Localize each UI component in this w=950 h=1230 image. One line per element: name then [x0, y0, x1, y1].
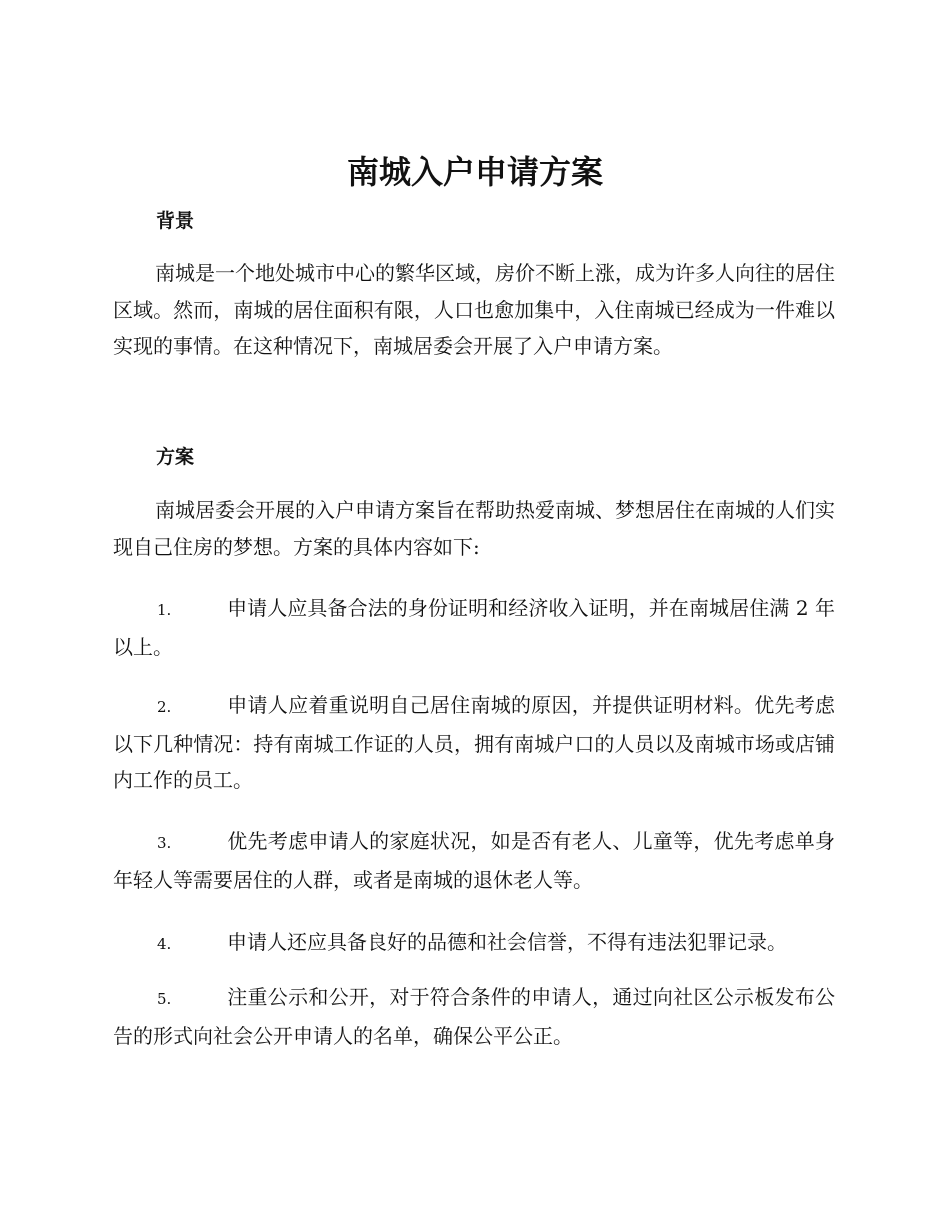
plan-list-item-3 — [113, 823, 835, 898]
list-item-text: 申请人应着重说明自己居住南城的原因，并提供证明材料。优先考虑以下几种情况：持有南城工作证的人员，拥有南城户口的人员以及南城市场或店铺内工作的员工。 — [113, 693, 835, 792]
plan-list-item-1 — [113, 590, 835, 665]
plan-list-item-2 — [113, 687, 835, 799]
background-paragraph: 南城是一个地处城市中心的繁华区域，房价不断上涨，成为许多人向往的居住区域。然而，南城的居住面积有限，人口也愈加集中，入住南城已经成为一件难以实现的事情。在这种情况下，南城居委会开展了入户申请方案。 — [113, 261, 835, 358]
list-item-number: 3. — [157, 834, 172, 852]
plan-intro-paragraph: 南城居委会开展的入户申请方案旨在帮助热爱南城、梦想居住在南城的人们实现自己住房的梦想。方案的具体内容如下: — [113, 498, 835, 559]
plan-list-item-4 — [113, 924, 835, 963]
section-heading-background: 背景 — [156, 210, 195, 232]
document-title: 南城入户申请方案 — [346, 153, 603, 191]
list-item-number: 5. — [157, 990, 172, 1008]
list-item-text: 优先考虑申请人的家庭状况，如是否有老人、儿童等，优先考虑单身年轻人等需要居住的人群，或者是南城的退休老人等。 — [113, 829, 835, 892]
list-item-number: 4. — [157, 935, 172, 953]
plan-list-item-5 — [113, 979, 835, 1054]
list-item-text: 申请人还应具备良好的品德和社会信誉，不得有违法犯罪记录。 — [227, 930, 787, 954]
list-item-text: 注重公示和公开，对于符合条件的申请人，通过向社区公示板发布公告的形式向社会公开申请人的名单，确保公平公正。 — [113, 985, 835, 1048]
list-item-number: 2. — [157, 698, 172, 716]
section-heading-plan: 方案 — [156, 446, 195, 468]
list-item-text: 申请人应具备合法的身份证明和经济收入证明，并在南城居住满 2 年以上。 — [113, 596, 835, 659]
list-item-number: 1. — [157, 601, 172, 619]
